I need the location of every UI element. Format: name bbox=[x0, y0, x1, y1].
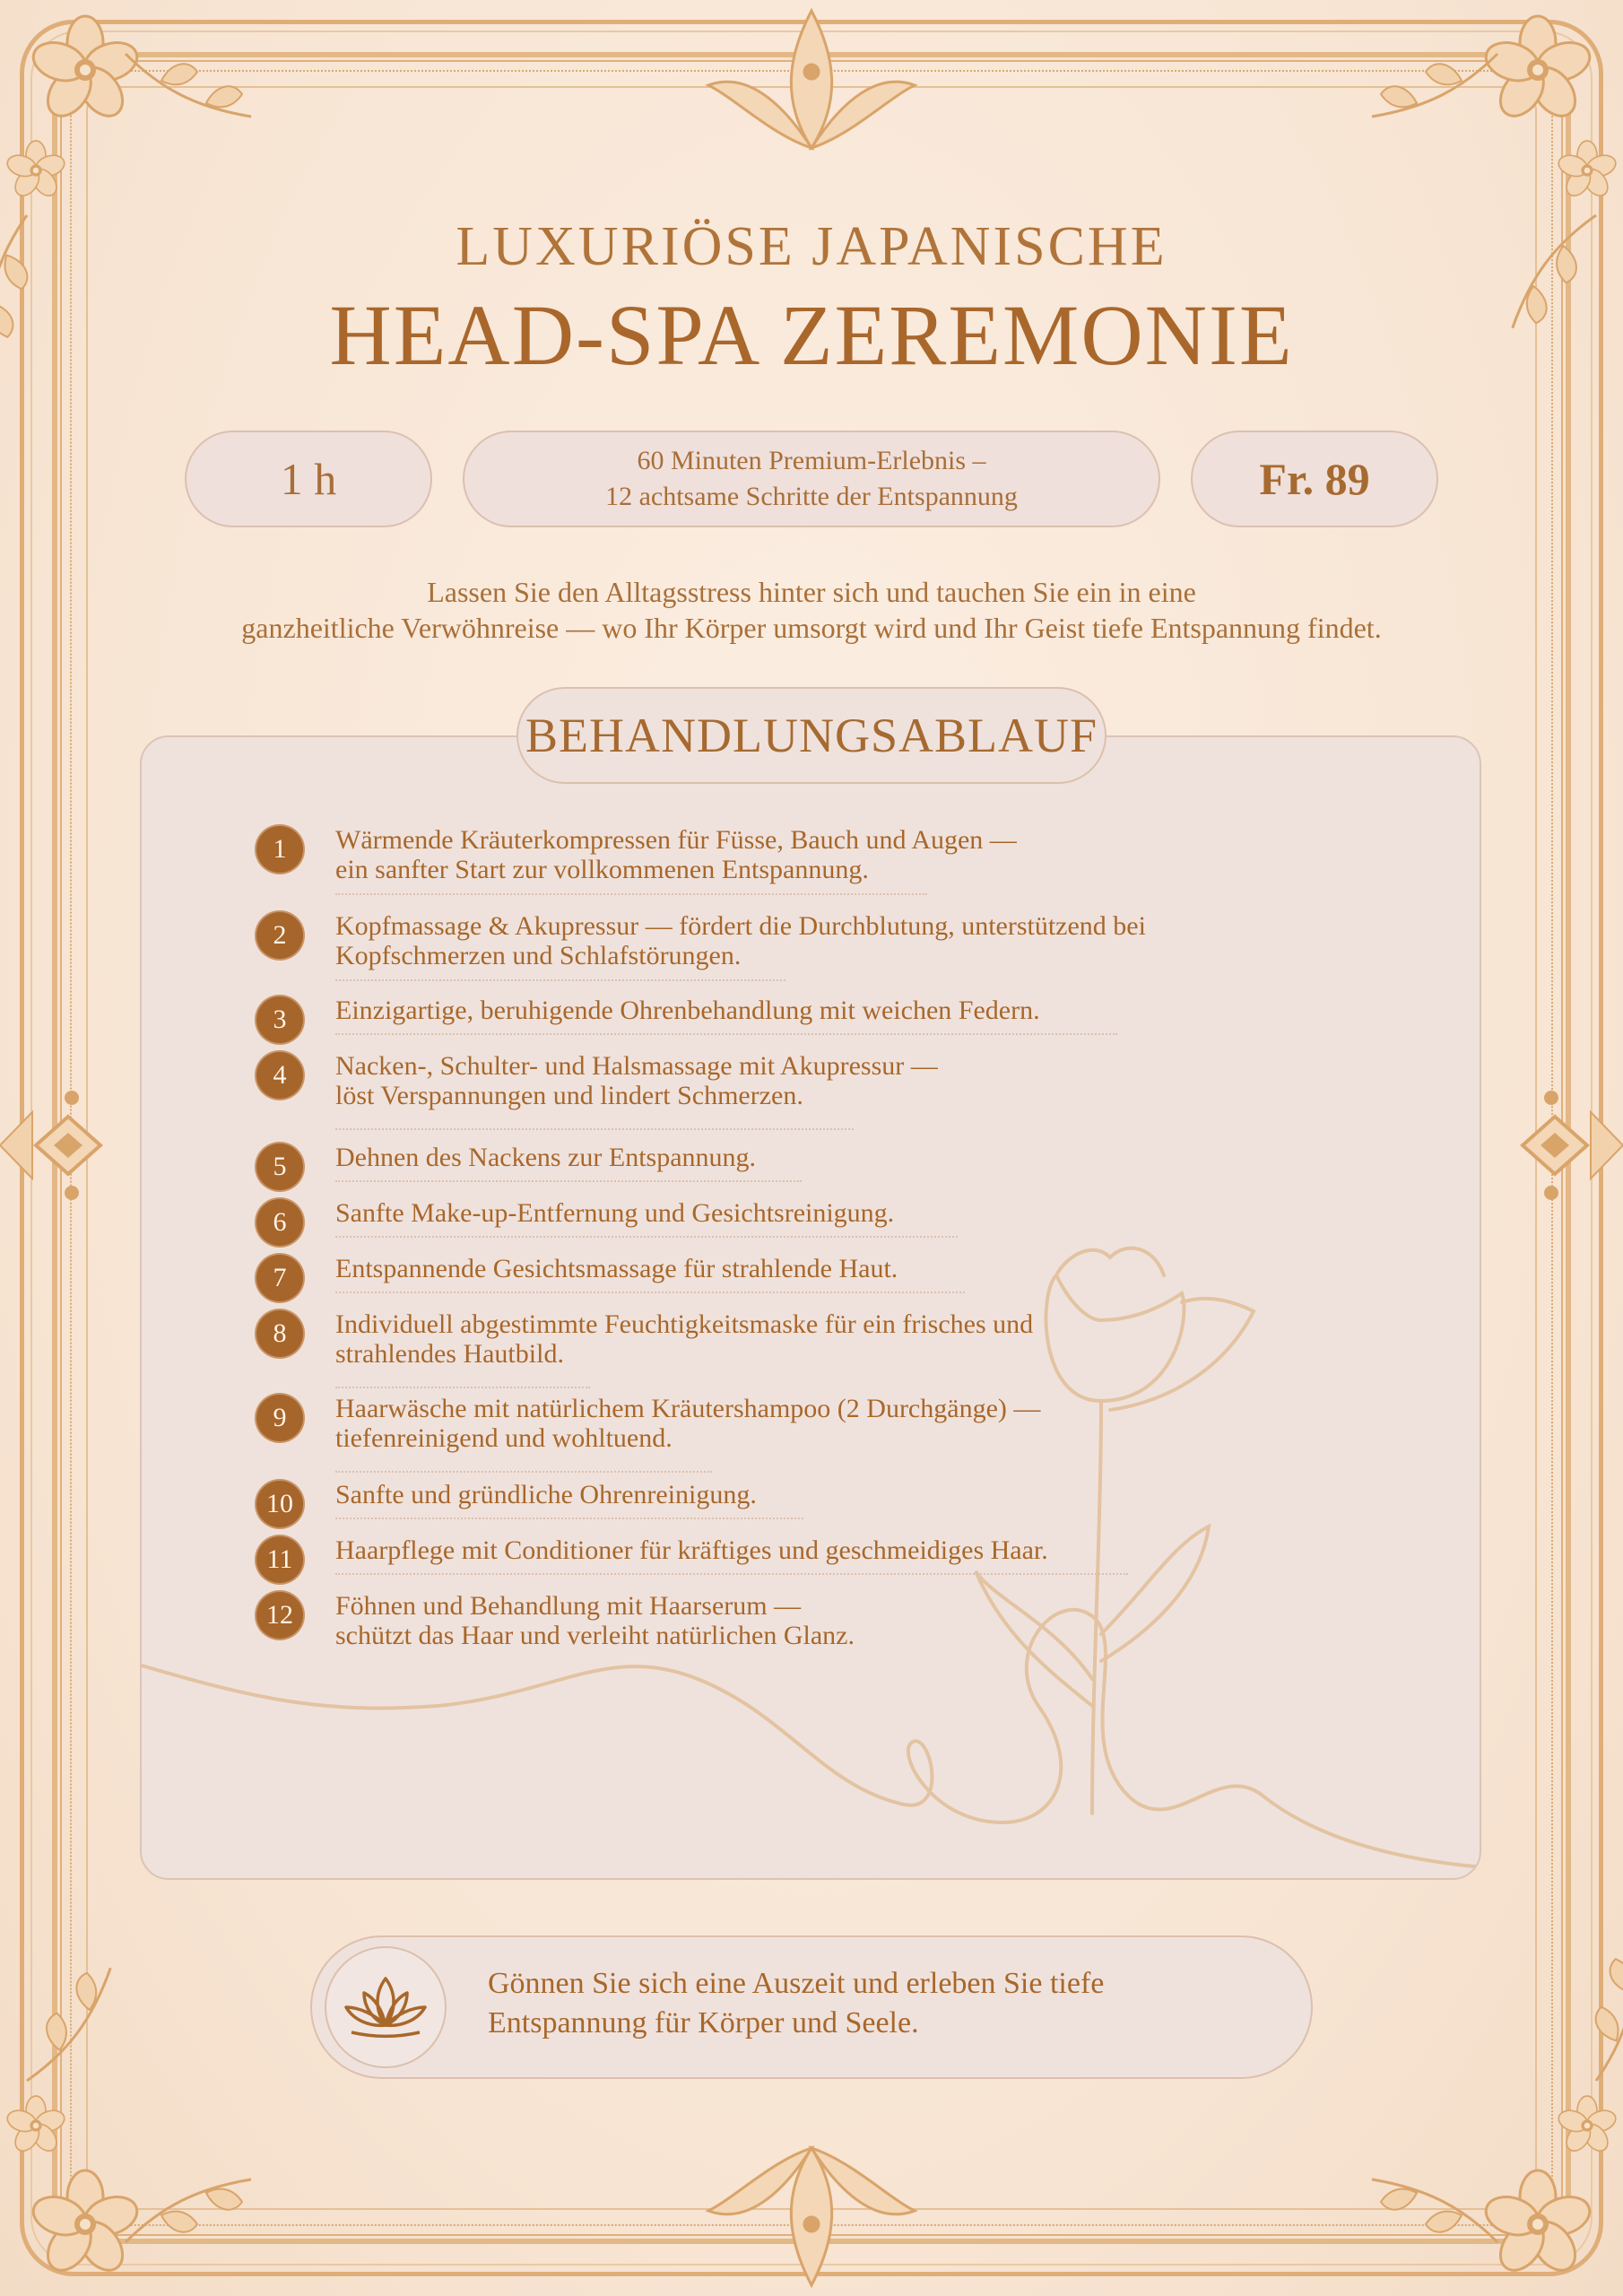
divider bbox=[335, 1292, 965, 1293]
step-number: 1 bbox=[256, 826, 303, 873]
intro-line-1: Lassen Sie den Alltagsstress hinter sich und tauchen Sie ein in eine bbox=[427, 576, 1196, 608]
description-line-2: 12 achtsame Schritte der Entspannung bbox=[605, 482, 1018, 511]
bottom-crest-icon bbox=[708, 2148, 915, 2285]
right-diamond-icon bbox=[1523, 1091, 1623, 1200]
step-text bbox=[335, 996, 1040, 1025]
title-top: LUXURIÖSE JAPANISCHE bbox=[456, 216, 1167, 277]
divider bbox=[335, 1033, 1117, 1035]
step-number: 7 bbox=[256, 1255, 303, 1301]
intro-line-2: ganzheitliche Verwöhnreise — wo Ihr Körper umsorgt wird und Ihr Geist tiefe Entspannung findet. bbox=[241, 612, 1382, 644]
divider bbox=[335, 1387, 590, 1388]
step-line-2: Kopfschmerzen und Schlafstörungen. bbox=[335, 941, 742, 970]
step-text bbox=[335, 1480, 757, 1509]
step-line-1: Sanfte und gründliche Ohrenreinigung. bbox=[335, 1480, 757, 1509]
divider bbox=[335, 1236, 958, 1238]
step-line-2: ein sanfter Start zur vollkommenen Entspannung. bbox=[335, 855, 869, 884]
treatment-panel bbox=[140, 735, 1481, 1880]
step-line-1: Sanfte Make-up-Entfernung und Gesichtsreinigung. bbox=[335, 1198, 895, 1228]
step-number: 3 bbox=[256, 996, 303, 1043]
step-number: 10 bbox=[256, 1481, 303, 1527]
step-number: 8 bbox=[256, 1310, 303, 1357]
divider bbox=[335, 1180, 802, 1182]
step-text bbox=[335, 1051, 938, 1110]
footer-text bbox=[488, 1964, 1104, 2043]
step-text bbox=[335, 1394, 1040, 1453]
intro-text bbox=[179, 574, 1444, 646]
divider bbox=[335, 979, 785, 981]
step-line-1: Kopfmassage & Akupressur — fördert die Durchblutung, unterstützend bei bbox=[335, 911, 1146, 941]
bottom-right-flower-icon bbox=[1372, 1946, 1623, 2278]
step-text bbox=[335, 1591, 855, 1650]
left-diamond-icon bbox=[0, 1091, 100, 1200]
step-text bbox=[335, 1143, 756, 1172]
top-crest-icon bbox=[708, 11, 915, 148]
step-number: 4 bbox=[256, 1052, 303, 1099]
price-badge: Fr. 89 bbox=[1191, 430, 1438, 527]
step-text bbox=[335, 825, 1017, 884]
divider bbox=[335, 1518, 803, 1519]
description-badge bbox=[463, 430, 1160, 527]
step-text bbox=[335, 1535, 1048, 1565]
step-line-2: schützt das Haar und verleiht natürlichen Glanz. bbox=[335, 1621, 855, 1650]
treatment-title: BEHANDLUNGSABLAUF bbox=[516, 687, 1107, 784]
page-title: HEAD-SPA ZEREMONIE bbox=[329, 287, 1294, 383]
tulip-line-art-icon bbox=[142, 737, 1481, 1880]
step-text bbox=[335, 1309, 1033, 1369]
step-line-2: strahlendes Hautbild. bbox=[335, 1339, 564, 1369]
step-line-1: Einzigartige, beruhigende Ohrenbehandlung mit weichen Federn. bbox=[335, 996, 1040, 1025]
step-line-1: Entspannende Gesichtsmassage für strahlende Haut. bbox=[335, 1254, 898, 1283]
divider bbox=[335, 1471, 712, 1473]
step-number: 6 bbox=[256, 1199, 303, 1246]
step-line-1: Wärmende Kräuterkompressen für Füsse, Bauch und Augen — bbox=[335, 825, 1017, 855]
duration-badge: 1 h bbox=[185, 430, 432, 527]
step-text bbox=[335, 1198, 894, 1228]
divider bbox=[335, 893, 927, 895]
lotus-icon bbox=[325, 1946, 447, 2068]
step-line-2: tiefenreinigend und wohltuend. bbox=[335, 1423, 673, 1453]
step-number: 5 bbox=[256, 1144, 303, 1190]
step-line-2: löst Verspannungen und lindert Schmerzen. bbox=[335, 1081, 803, 1110]
step-line-1: Haarpflege mit Conditioner für kräftiges und geschmeidiges Haar. bbox=[335, 1535, 1048, 1565]
step-text bbox=[335, 911, 1146, 970]
step-number: 9 bbox=[256, 1395, 303, 1441]
step-number: 11 bbox=[256, 1536, 303, 1583]
step-line-1: Individuell abgestimmte Feuchtigkeitsmaske für ein frisches und bbox=[335, 1309, 1034, 1339]
description-line-1: 60 Minuten Premium-Erlebnis – bbox=[637, 446, 986, 475]
step-line-1: Nacken-, Schulter- und Halsmassage mit Akupressur — bbox=[335, 1051, 938, 1081]
step-line-1: Föhnen und Behandlung mit Haarserum — bbox=[335, 1591, 802, 1621]
step-number: 12 bbox=[256, 1592, 303, 1639]
step-number: 2 bbox=[256, 912, 303, 959]
footer-line-1: Gönnen Sie sich eine Auszeit und erleben Sie tiefe bbox=[488, 1967, 1105, 2000]
divider bbox=[335, 1128, 854, 1130]
step-text bbox=[335, 1254, 898, 1283]
step-line-1: Haarwäsche mit natürlichem Kräutershampoo (2 Durchgänge) — bbox=[335, 1394, 1041, 1423]
step-line-1: Dehnen des Nackens zur Entspannung. bbox=[335, 1143, 757, 1172]
footer-banner bbox=[310, 1935, 1313, 2079]
divider bbox=[335, 1573, 1128, 1575]
footer-line-2: Entspannung für Körper und Seele. bbox=[488, 2006, 919, 2039]
bottom-left-flower-icon bbox=[4, 1957, 251, 2278]
